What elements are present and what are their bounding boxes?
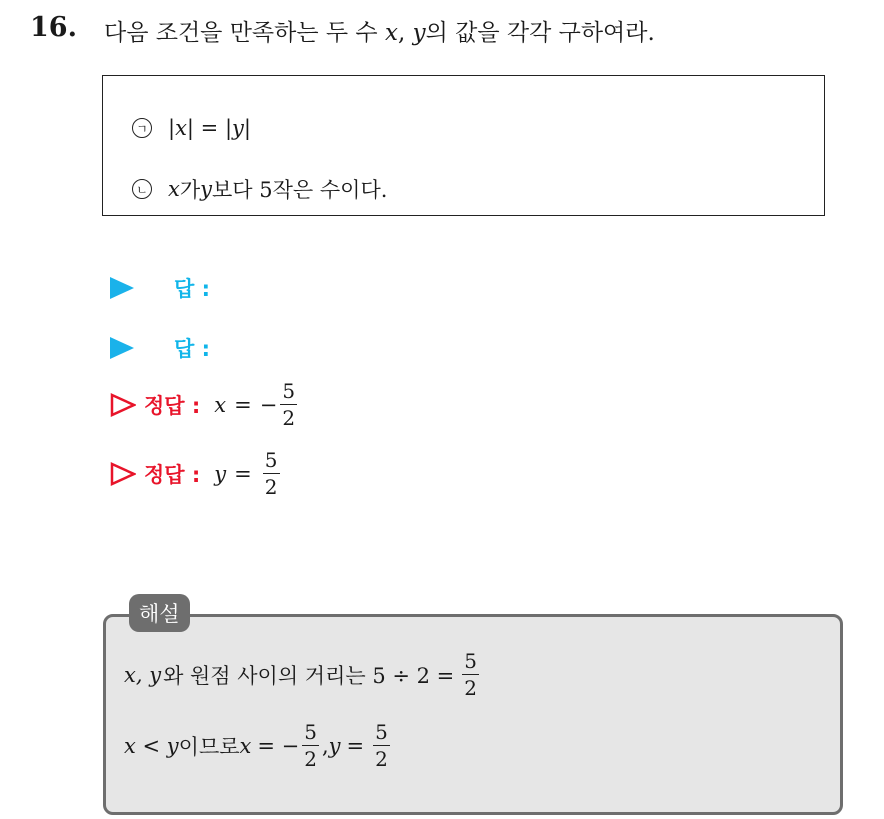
- fraction-numerator: 5: [264, 448, 278, 472]
- outline-triangle-icon: [110, 393, 136, 417]
- var-y: y: [412, 20, 426, 46]
- fraction-numerator: 5: [304, 720, 317, 744]
- fraction-denominator: 2: [375, 747, 388, 771]
- outline-triangle-icon: [110, 462, 136, 486]
- fraction-denominator: 2: [264, 475, 278, 499]
- solution-1-sign: −: [259, 392, 278, 417]
- explanation-sep: ,: [321, 733, 329, 758]
- condition-2-var-y: y: [200, 177, 213, 201]
- condition-2-var-x: x: [168, 177, 180, 201]
- solution-row-1: [110, 381, 300, 428]
- circled-marker-1: ㄱ: [132, 118, 152, 138]
- solution-1-math: [214, 381, 300, 428]
- explanation-eq-2: =: [346, 733, 365, 758]
- fraction-numerator: 5: [282, 379, 296, 403]
- fraction-numerator: 5: [464, 649, 478, 673]
- separator: ,: [397, 20, 413, 46]
- question-text-after: 의 값을 각각 구하여라.: [425, 20, 655, 46]
- condition-2-mid: 가: [179, 178, 201, 202]
- explanation-line-2: [124, 722, 393, 769]
- answer-label-2: 답 :: [174, 337, 210, 361]
- solution-1-fraction: [280, 381, 297, 428]
- explanation-vars: x, y: [124, 662, 162, 687]
- explanation-eq-1: = −: [257, 733, 300, 758]
- solution-2-math: [214, 450, 282, 497]
- solution-2-fraction: [263, 450, 280, 497]
- solution-1-lhs: x: [214, 392, 227, 417]
- question-text: [104, 14, 655, 47]
- fraction-denominator: 2: [464, 676, 478, 700]
- condition-1-expr: |x| = |y|: [168, 116, 251, 140]
- play-triangle-icon: [110, 337, 134, 359]
- solution-1-eq: =: [234, 392, 252, 417]
- explanation-x: x: [239, 733, 252, 758]
- fraction-denominator: 2: [282, 406, 296, 430]
- condition-2-tail: 보다 5작은 수이다.: [212, 178, 388, 202]
- explanation-line-1-fraction: [462, 651, 479, 698]
- explanation-y: y: [328, 733, 341, 758]
- play-triangle-icon: [110, 277, 134, 299]
- fraction-numerator: 5: [375, 720, 388, 744]
- solution-2-lhs: y: [214, 461, 227, 486]
- circled-marker-2: ㄴ: [132, 179, 152, 199]
- explanation-fraction-2: [373, 722, 390, 769]
- explanation-inequality: x < y: [124, 733, 179, 758]
- explanation-line-1: [124, 651, 482, 698]
- answer-row-1: [110, 273, 210, 303]
- explanation-tag: 해설: [129, 594, 190, 632]
- condition-2: [132, 174, 387, 204]
- explanation-fraction-1: [302, 722, 319, 769]
- solution-row-2: [110, 450, 283, 497]
- solution-label-1: 정답 :: [144, 393, 201, 418]
- question-text-before: 다음 조건을 만족하는 두 수: [104, 20, 385, 46]
- explanation-line-1-text: 와 원점 사이의 거리는 5 ÷ 2 =: [163, 663, 455, 688]
- answer-row-2: [110, 333, 210, 363]
- var-x: x: [384, 20, 398, 46]
- question-number: 16.: [30, 12, 77, 43]
- solution-label-2: 정답 :: [144, 462, 201, 487]
- explanation-line-2-text: 이므로: [178, 734, 240, 759]
- condition-1: [132, 116, 251, 140]
- solution-2-eq: =: [234, 461, 252, 486]
- fraction-denominator: 2: [304, 747, 317, 771]
- explanation-box: [103, 614, 843, 815]
- answer-label-1: 답 :: [174, 277, 210, 301]
